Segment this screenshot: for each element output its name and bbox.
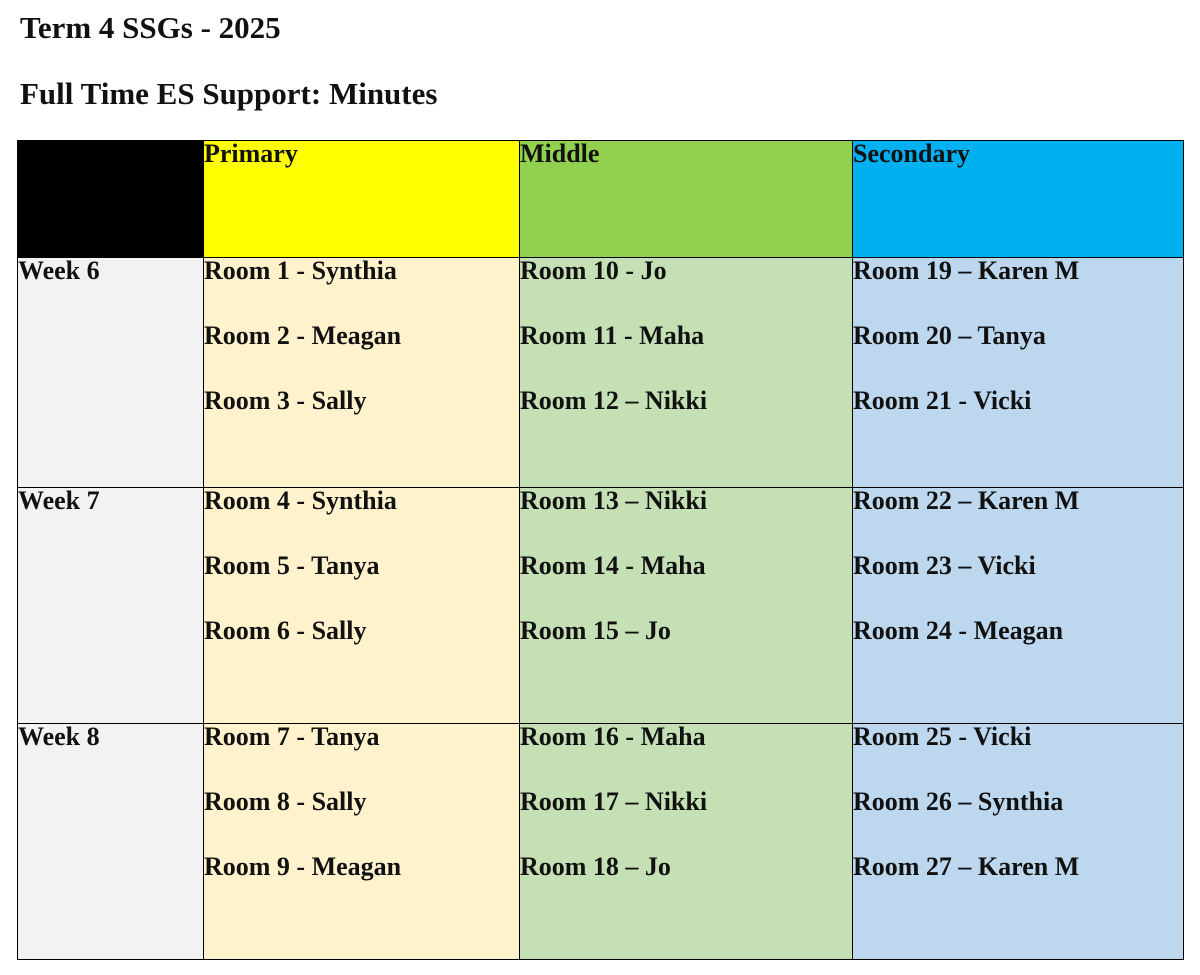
room-assignment: Room 19 – Karen M (853, 256, 1080, 285)
room-assignment: Room 22 – Karen M (853, 486, 1080, 515)
secondary-cell (853, 488, 1184, 724)
room-assignment: Room 8 - Sally (204, 787, 367, 816)
room-assignment: Room 11 - Maha (520, 321, 705, 350)
schedule-table (17, 140, 1184, 960)
week-row (18, 724, 1184, 960)
column-header-secondary: Secondary (853, 141, 1184, 258)
document-title: Term 4 SSGs - 2025 (20, 10, 281, 45)
corner-cell (18, 141, 204, 258)
middle-cell (520, 488, 853, 724)
week-label: Week 7 (18, 488, 204, 724)
room-assignment: Room 3 - Sally (204, 386, 367, 415)
room-assignment: Room 7 - Tanya (204, 722, 380, 751)
room-assignment: Room 21 - Vicki (853, 386, 1032, 415)
room-assignment: Room 12 – Nikki (520, 386, 708, 415)
room-assignment: Room 17 – Nikki (520, 787, 708, 816)
room-assignment: Room 6 - Sally (204, 616, 367, 645)
room-assignment: Room 15 – Jo (520, 616, 671, 645)
week-label: Week 8 (18, 724, 204, 960)
primary-cell (204, 258, 520, 488)
room-assignment: Room 1 - Synthia (204, 256, 397, 285)
room-assignment: Room 2 - Meagan (204, 321, 402, 350)
secondary-cell (853, 258, 1184, 488)
document-subtitle: Full Time ES Support: Minutes (20, 76, 438, 111)
room-assignment: Room 18 – Jo (520, 852, 671, 881)
week-label: Week 6 (18, 258, 204, 488)
room-assignment: Room 14 - Maha (520, 551, 706, 580)
room-assignment: Room 23 – Vicki (853, 551, 1036, 580)
room-assignment: Room 26 – Synthia (853, 787, 1064, 816)
room-assignment: Room 27 – Karen M (853, 852, 1080, 881)
middle-cell (520, 724, 853, 960)
header-row (18, 141, 1184, 258)
room-assignment: Room 20 – Tanya (853, 321, 1046, 350)
primary-cell (204, 724, 520, 960)
week-row (18, 488, 1184, 724)
room-assignment: Room 9 - Meagan (204, 852, 402, 881)
middle-cell (520, 258, 853, 488)
room-assignment: Room 16 - Maha (520, 722, 706, 751)
secondary-cell (853, 724, 1184, 960)
room-assignment: Room 25 - Vicki (853, 722, 1032, 751)
room-assignment: Room 13 – Nikki (520, 486, 708, 515)
room-assignment: Room 10 - Jo (520, 256, 667, 285)
column-header-primary: Primary (204, 141, 520, 258)
column-header-middle: Middle (520, 141, 853, 258)
room-assignment: Room 5 - Tanya (204, 551, 380, 580)
room-assignment: Room 24 - Meagan (853, 616, 1064, 645)
room-assignment: Room 4 - Synthia (204, 486, 397, 515)
week-row (18, 258, 1184, 488)
primary-cell (204, 488, 520, 724)
